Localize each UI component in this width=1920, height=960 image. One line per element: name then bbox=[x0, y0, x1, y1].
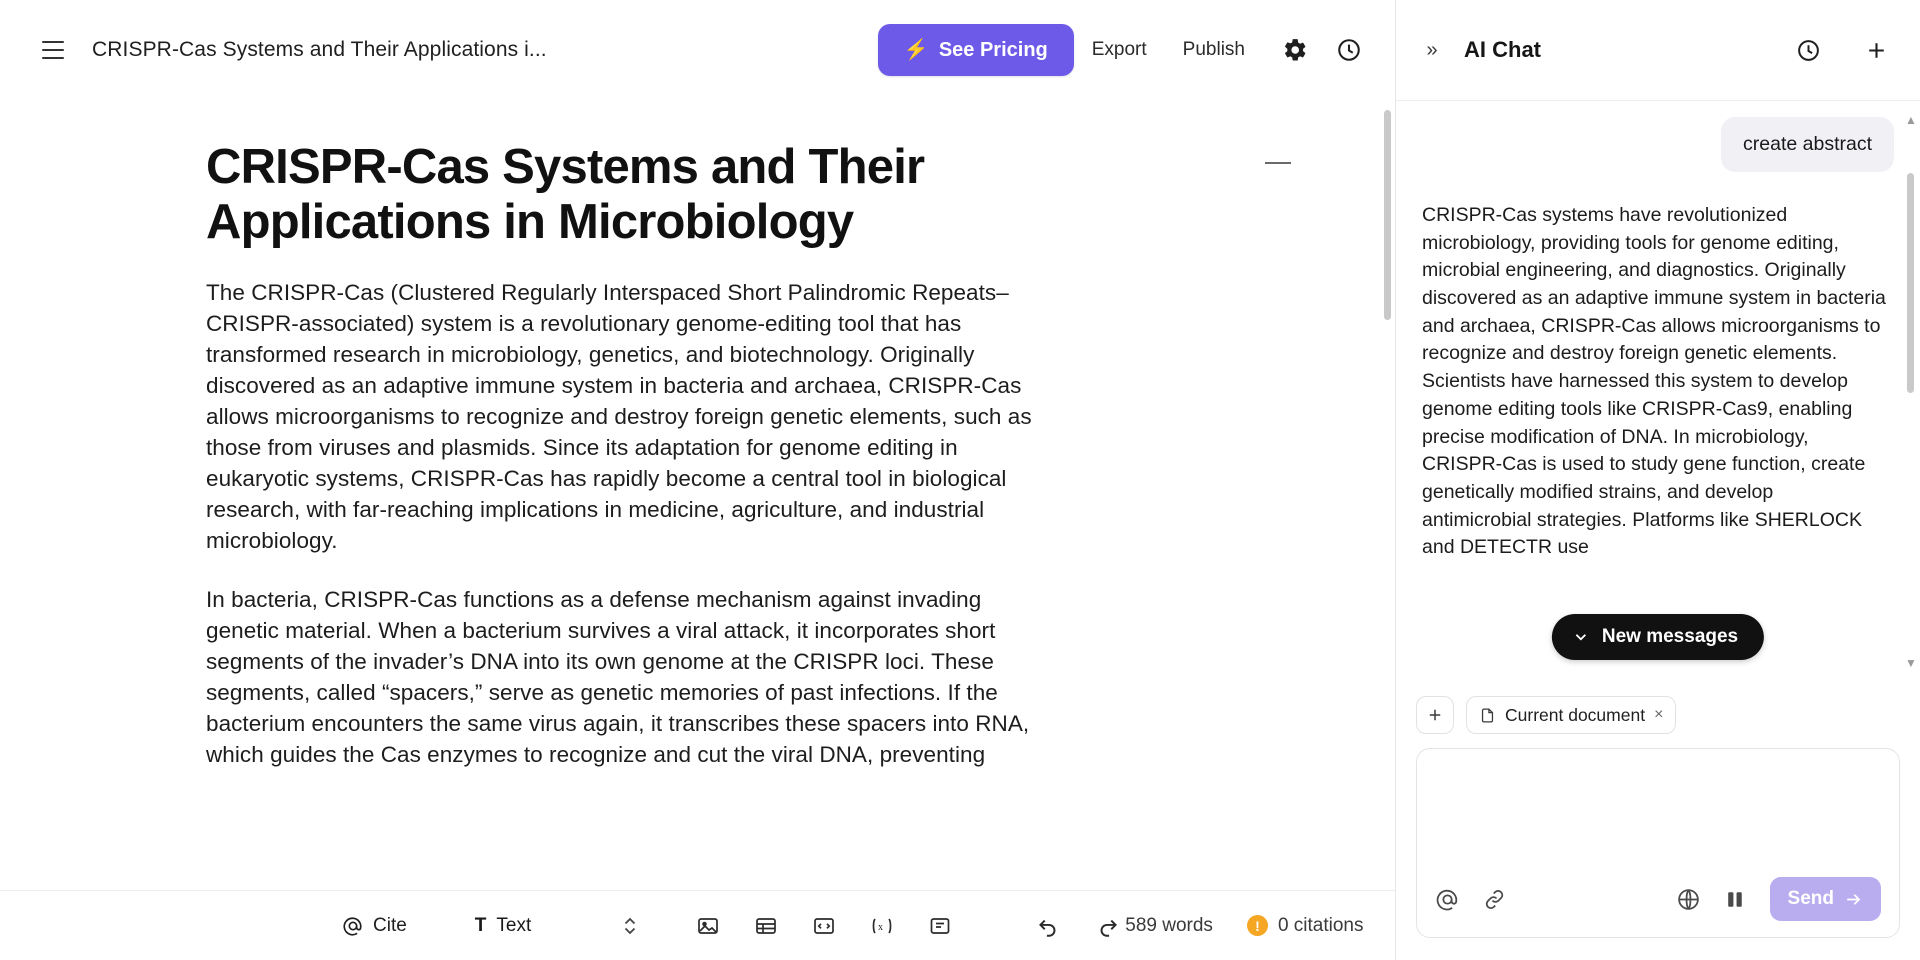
citations-status[interactable] bbox=[1247, 915, 1364, 937]
insert-tools-group bbox=[691, 909, 957, 943]
chat-message-list[interactable] bbox=[1396, 100, 1920, 682]
redo-icon[interactable] bbox=[1091, 909, 1125, 943]
context-chip-label: Current document bbox=[1505, 704, 1646, 725]
see-pricing-label: See Pricing bbox=[938, 38, 1048, 61]
document-scroll-area[interactable] bbox=[0, 100, 1395, 890]
close-icon[interactable]: × bbox=[1654, 706, 1664, 723]
library-icon[interactable] bbox=[1723, 887, 1748, 912]
chevron-down-icon bbox=[1572, 628, 1590, 646]
collapse-section-icon[interactable] bbox=[1265, 162, 1291, 164]
link-icon[interactable] bbox=[1482, 887, 1507, 912]
chat-composer[interactable] bbox=[1416, 748, 1900, 938]
clock-icon[interactable] bbox=[1327, 28, 1371, 72]
top-toolbar bbox=[0, 0, 1395, 100]
bottom-toolbar bbox=[0, 890, 1395, 960]
chat-input[interactable] bbox=[1435, 765, 1881, 877]
text-style-dropdown[interactable] bbox=[475, 915, 531, 937]
composer-right-tools bbox=[1676, 877, 1881, 921]
svg-text:x: x bbox=[878, 921, 884, 933]
chat-title: AI Chat bbox=[1464, 37, 1541, 62]
ai-chat-pane bbox=[1396, 0, 1920, 960]
cite-label: Cite bbox=[373, 914, 407, 936]
equation-icon[interactable] bbox=[865, 909, 899, 943]
code-block-icon[interactable] bbox=[807, 909, 841, 943]
chat-header bbox=[1396, 0, 1920, 100]
scroll-up-icon[interactable]: ▲ bbox=[1905, 113, 1917, 127]
new-messages-toast[interactable] bbox=[1552, 614, 1764, 660]
arrow-right-icon bbox=[1844, 890, 1863, 909]
chat-scrollbar[interactable] bbox=[1905, 113, 1917, 670]
globe-icon[interactable] bbox=[1676, 887, 1701, 912]
page-title[interactable]: CRISPR-Cas Systems and Their Applications i... bbox=[92, 38, 547, 61]
chat-user-message: create abstract bbox=[1721, 117, 1894, 172]
up-down-chevron-icon[interactable] bbox=[621, 913, 639, 939]
chat-context-chips bbox=[1416, 696, 1900, 734]
hamburger-icon[interactable] bbox=[36, 33, 70, 67]
mention-icon[interactable] bbox=[1435, 887, 1460, 912]
warning-icon: ! bbox=[1247, 915, 1268, 936]
text-box-icon[interactable] bbox=[923, 909, 957, 943]
gear-icon[interactable] bbox=[1273, 28, 1317, 72]
document-paragraph: The CRISPR-Cas (Clustered Regularly Interspaced Short Palindromic Repeats–CRISPR-associated) system is a revolutionary genome-editing tool that has transformed research in microbiology, genetics, and biotechnology. Originally discovered as an adaptive immune system in bacteria and archaea, CRISPR-Cas allows microorganisms to recognize and destroy foreign genetic elements, such as those from viruses and plasmids. Since its adaptation for genome editing in eukaryotic systems, CRISPR-Cas has rapidly become a central tool in biological research, with far-reaching implications in medicine, agriculture, and industrial microbiology. bbox=[206, 279, 1032, 554]
document-scrollbar[interactable] bbox=[1384, 110, 1391, 710]
cite-button[interactable] bbox=[330, 909, 419, 943]
document-heading: CRISPR-Cas Systems and Their Applications in Microbiology bbox=[206, 140, 925, 250]
document-icon bbox=[1479, 707, 1496, 724]
citations-label: 0 citations bbox=[1277, 914, 1364, 936]
new-messages-label: New messages bbox=[1601, 626, 1739, 647]
bolt-icon: ⚡ bbox=[903, 39, 929, 61]
image-icon[interactable] bbox=[691, 909, 725, 943]
send-button[interactable] bbox=[1770, 877, 1881, 921]
undo-icon[interactable] bbox=[1031, 909, 1065, 943]
composer-tools bbox=[1435, 877, 1881, 921]
chat-composer-area bbox=[1396, 682, 1920, 960]
chevron-double-right-icon[interactable]: » bbox=[1426, 38, 1438, 61]
add-context-button[interactable] bbox=[1416, 696, 1454, 734]
history-controls bbox=[1031, 909, 1125, 943]
chat-scrollbar-thumb[interactable] bbox=[1907, 173, 1914, 393]
table-icon[interactable] bbox=[749, 909, 783, 943]
clock-icon[interactable] bbox=[1786, 28, 1830, 72]
document-body[interactable] bbox=[0, 100, 1180, 770]
see-pricing-button[interactable] bbox=[878, 24, 1074, 76]
scroll-down-icon[interactable]: ▼ bbox=[1905, 656, 1917, 670]
export-button[interactable]: Export bbox=[1091, 39, 1147, 60]
text-style-label: Text bbox=[496, 914, 532, 936]
context-chip-current-document[interactable] bbox=[1466, 696, 1676, 734]
document-paragraph: In bacteria, CRISPR-Cas functions as a defense mechanism against invading genetic material. When a bacterium survives a viral attack, it incorporates short segments of the invader’s DNA into its own genome at the CRISPR loci. These segments, called “spacers,” serve as genetic memories of past infections. If the bacterium encounters the same virus again, it transcribes these spacers into RNA, which guides the Cas enzymes to recognize and cut the viral DNA, preventing bbox=[206, 587, 1030, 768]
document-scrollbar-thumb[interactable] bbox=[1384, 110, 1391, 320]
send-label: Send bbox=[1787, 888, 1834, 909]
text-T-icon: T bbox=[474, 914, 487, 936]
toolbar-status-group bbox=[1125, 915, 1377, 937]
chat-ai-message: CRISPR-Cas systems have revolutionized microbiology, providing tools for genome editing, microbial engineering, and diagnostics. Originally discovered as an adaptive immune system in bacteria and archaea, CRISPR-Cas allows microorganisms to recognize and destroy foreign genetic elements. Scientists have harnessed this system to develop genome editing tools like CRISPR-Cas9, enabling precise modification of DNA. In microbiology, CRISPR-Cas is used to study gene function, create genetically modified strains, and develop antimicrobial strategies. Platforms like SHERLOCK and DETECTR use bbox=[1422, 204, 1886, 559]
publish-button[interactable]: Publish bbox=[1182, 39, 1245, 60]
word-count: 589 words bbox=[1125, 914, 1213, 936]
at-cite-icon bbox=[342, 915, 364, 937]
plus-icon[interactable] bbox=[1854, 28, 1898, 72]
